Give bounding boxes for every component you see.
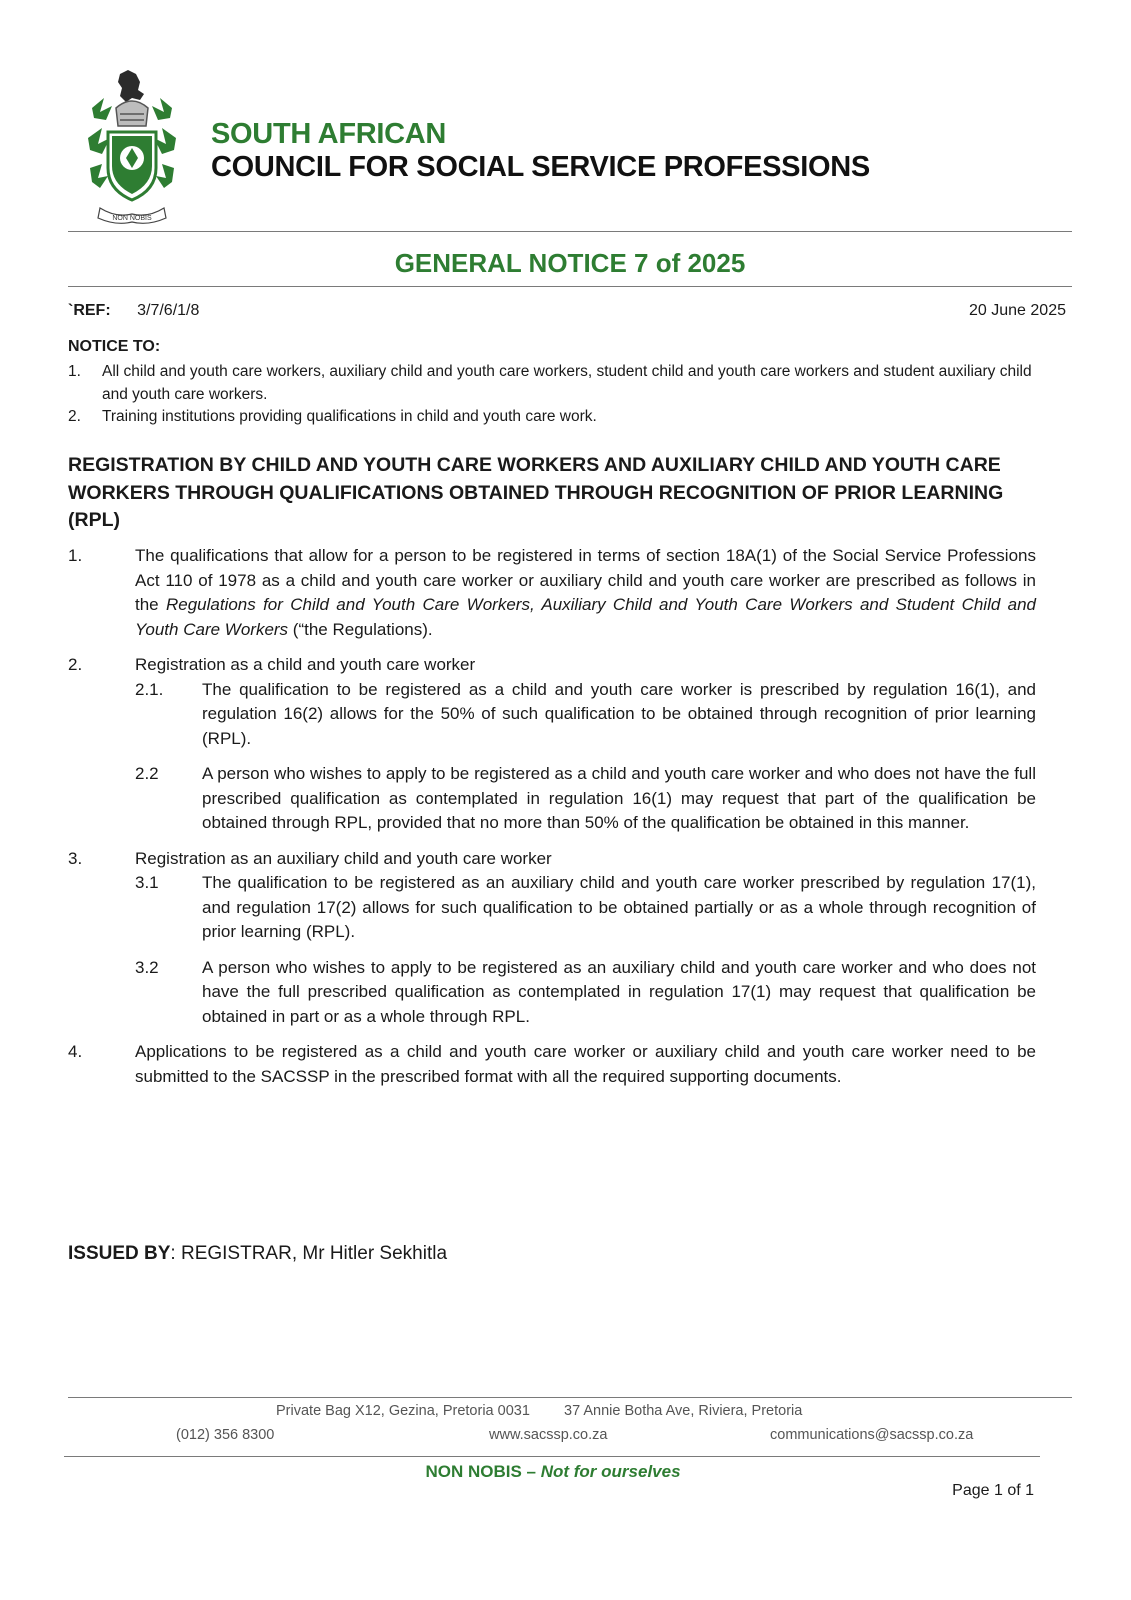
list-item-number: 2. [68,408,81,425]
notice-to-list [68,361,1048,429]
list-item-number: 1. [68,363,81,380]
paragraph-1 [68,544,1036,642]
reference-row [68,302,1066,320]
crest-motto-text: NON NOBIS [112,215,152,222]
paragraph-number: 1. [68,546,83,565]
issued-by-value: : REGISTRAR, Mr Hitler Sekhitla [170,1243,448,1264]
subparagraph-2-1 [135,678,1036,752]
subparagraph-text: A person who wishes to apply to be registered as a child and youth care worker and who does not have the full prescribed qualification as contemplated in regulation 16(1) may request that part of the qualification be obtained through RPL, provided that no more than 50% of the qualification be obtained in this manner. [202,764,1036,832]
paragraph-title: Registration as a child and youth care worker [135,655,476,674]
website-link[interactable]: www.sacssp.co.za [489,1427,608,1443]
paragraph-3 [68,847,1036,1030]
footer-motto [68,1462,1038,1482]
motto-latin: NON NOBIS – [425,1462,541,1481]
postal-address: Private Bag X12, Gezina, Pretoria 0031 [276,1403,530,1419]
subparagraph-number: 3.2 [135,957,159,977]
subparagraph-3-2 [135,956,1036,1030]
subparagraph-number: 2.2 [135,764,159,783]
notice-body [68,544,1036,1089]
notice-to-label: NOTICE TO: [68,338,161,355]
header-divider-bottom [68,286,1072,287]
paragraph-number: 2. [68,655,83,674]
paragraph-text-end: (“the Regulations). [288,619,433,639]
paragraph-title: Registration as an auxiliary child and youth care worker [135,848,552,868]
main-heading: REGISTRATION BY CHILD AND YOUTH CARE WORKERS AND AUXILIARY CHILD AND YOUTH CARE WORKERS THROUGH QUALIFICATIONS OBTAINED THROUGH RECOGNITION OF PRIOR LEARNING (RPL) [68,454,1004,531]
paragraph-4 [68,1040,1036,1089]
subparagraph-text: A person who wishes to apply to be registered as an auxiliary child and youth care worker and who does not have the full prescribed qualification as contemplated in regulation 17(1) may request that qualification be obtained in part or as a whole through RPL. [202,957,1036,1026]
email-link[interactable]: communications@sacssp.co.za [770,1427,974,1443]
reference-number: 3/7/6/1/8 [137,302,200,319]
footer-divider-top [68,1397,1072,1398]
subparagraph-text: The qualification to be registered as a child and youth care worker is prescribed by regulation 16(1), and regulation 16(2) allows for the 50% of such qualification to be obtained through recognition of prior learning (RPL). [202,679,1036,748]
paragraph-text: The qualifications that allow for a person to be registered in terms of section 18A(1) of the Social Service Professions Act 110 of 1978 as a child and youth care worker or auxiliary child and youth care worker are prescribed as follows in the [135,546,1036,614]
list-item-text: All child and youth care workers, auxiliary child and youth care workers, student child and youth care workers and student auxiliary child and youth care workers. [102,363,1032,403]
subparagraph-number: 2.1. [135,679,164,699]
phone-number: (012) 356 8300 [176,1427,275,1443]
street-address: 37 Annie Botha Ave, Riviera, Pretoria [564,1403,803,1419]
header-divider-top [68,231,1072,232]
page-number: Page 1 of 1 [952,1482,1034,1499]
paragraph-2 [68,653,1036,836]
paragraph-number: 3. [68,848,83,868]
regulations-title: Regulations for Child and Youth Care Workers, Auxiliary Child and Youth Care Workers and Student Child and Youth Care Workers [135,595,1036,639]
subparagraph-text: The qualification to be registered as an auxiliary child and youth care worker prescribed by regulation 17(1), and regulation 17(2) allows for such qualification to be obtained partially or as a whole through recognition of prior learning (RPL). [202,873,1036,941]
organisation-name-line1: SOUTH AFRICAN [211,118,447,150]
coat-of-arms-logo [82,68,182,228]
subparagraph-3-1 [135,871,1036,945]
motto-english: Not for ourselves [540,1462,681,1481]
footer-divider-bottom [64,1456,1040,1457]
issued-by [68,1243,447,1265]
reference-label: `REF: [68,302,111,319]
notice-date: 20 June 2025 [969,302,1066,319]
subparagraph-2-2 [135,762,1036,836]
organisation-name-line2: COUNCIL FOR SOCIAL SERVICE PROFESSIONS [211,151,870,183]
paragraph-number: 4. [68,1042,83,1061]
paragraph-text: Applications to be registered as a child and youth care worker or auxiliary child and youth care worker need to be submitted to the SACSSP in the prescribed format with all the required supporting documents. [135,1042,1036,1086]
notice-title: GENERAL NOTICE 7 of 2025 [394,248,746,278]
subparagraph-number: 3.1 [135,873,159,892]
list-item [68,406,1048,429]
list-item [68,361,1048,406]
issued-by-label: ISSUED BY [68,1243,171,1264]
list-item-text: Training institutions providing qualifications in child and youth care work. [102,408,597,425]
